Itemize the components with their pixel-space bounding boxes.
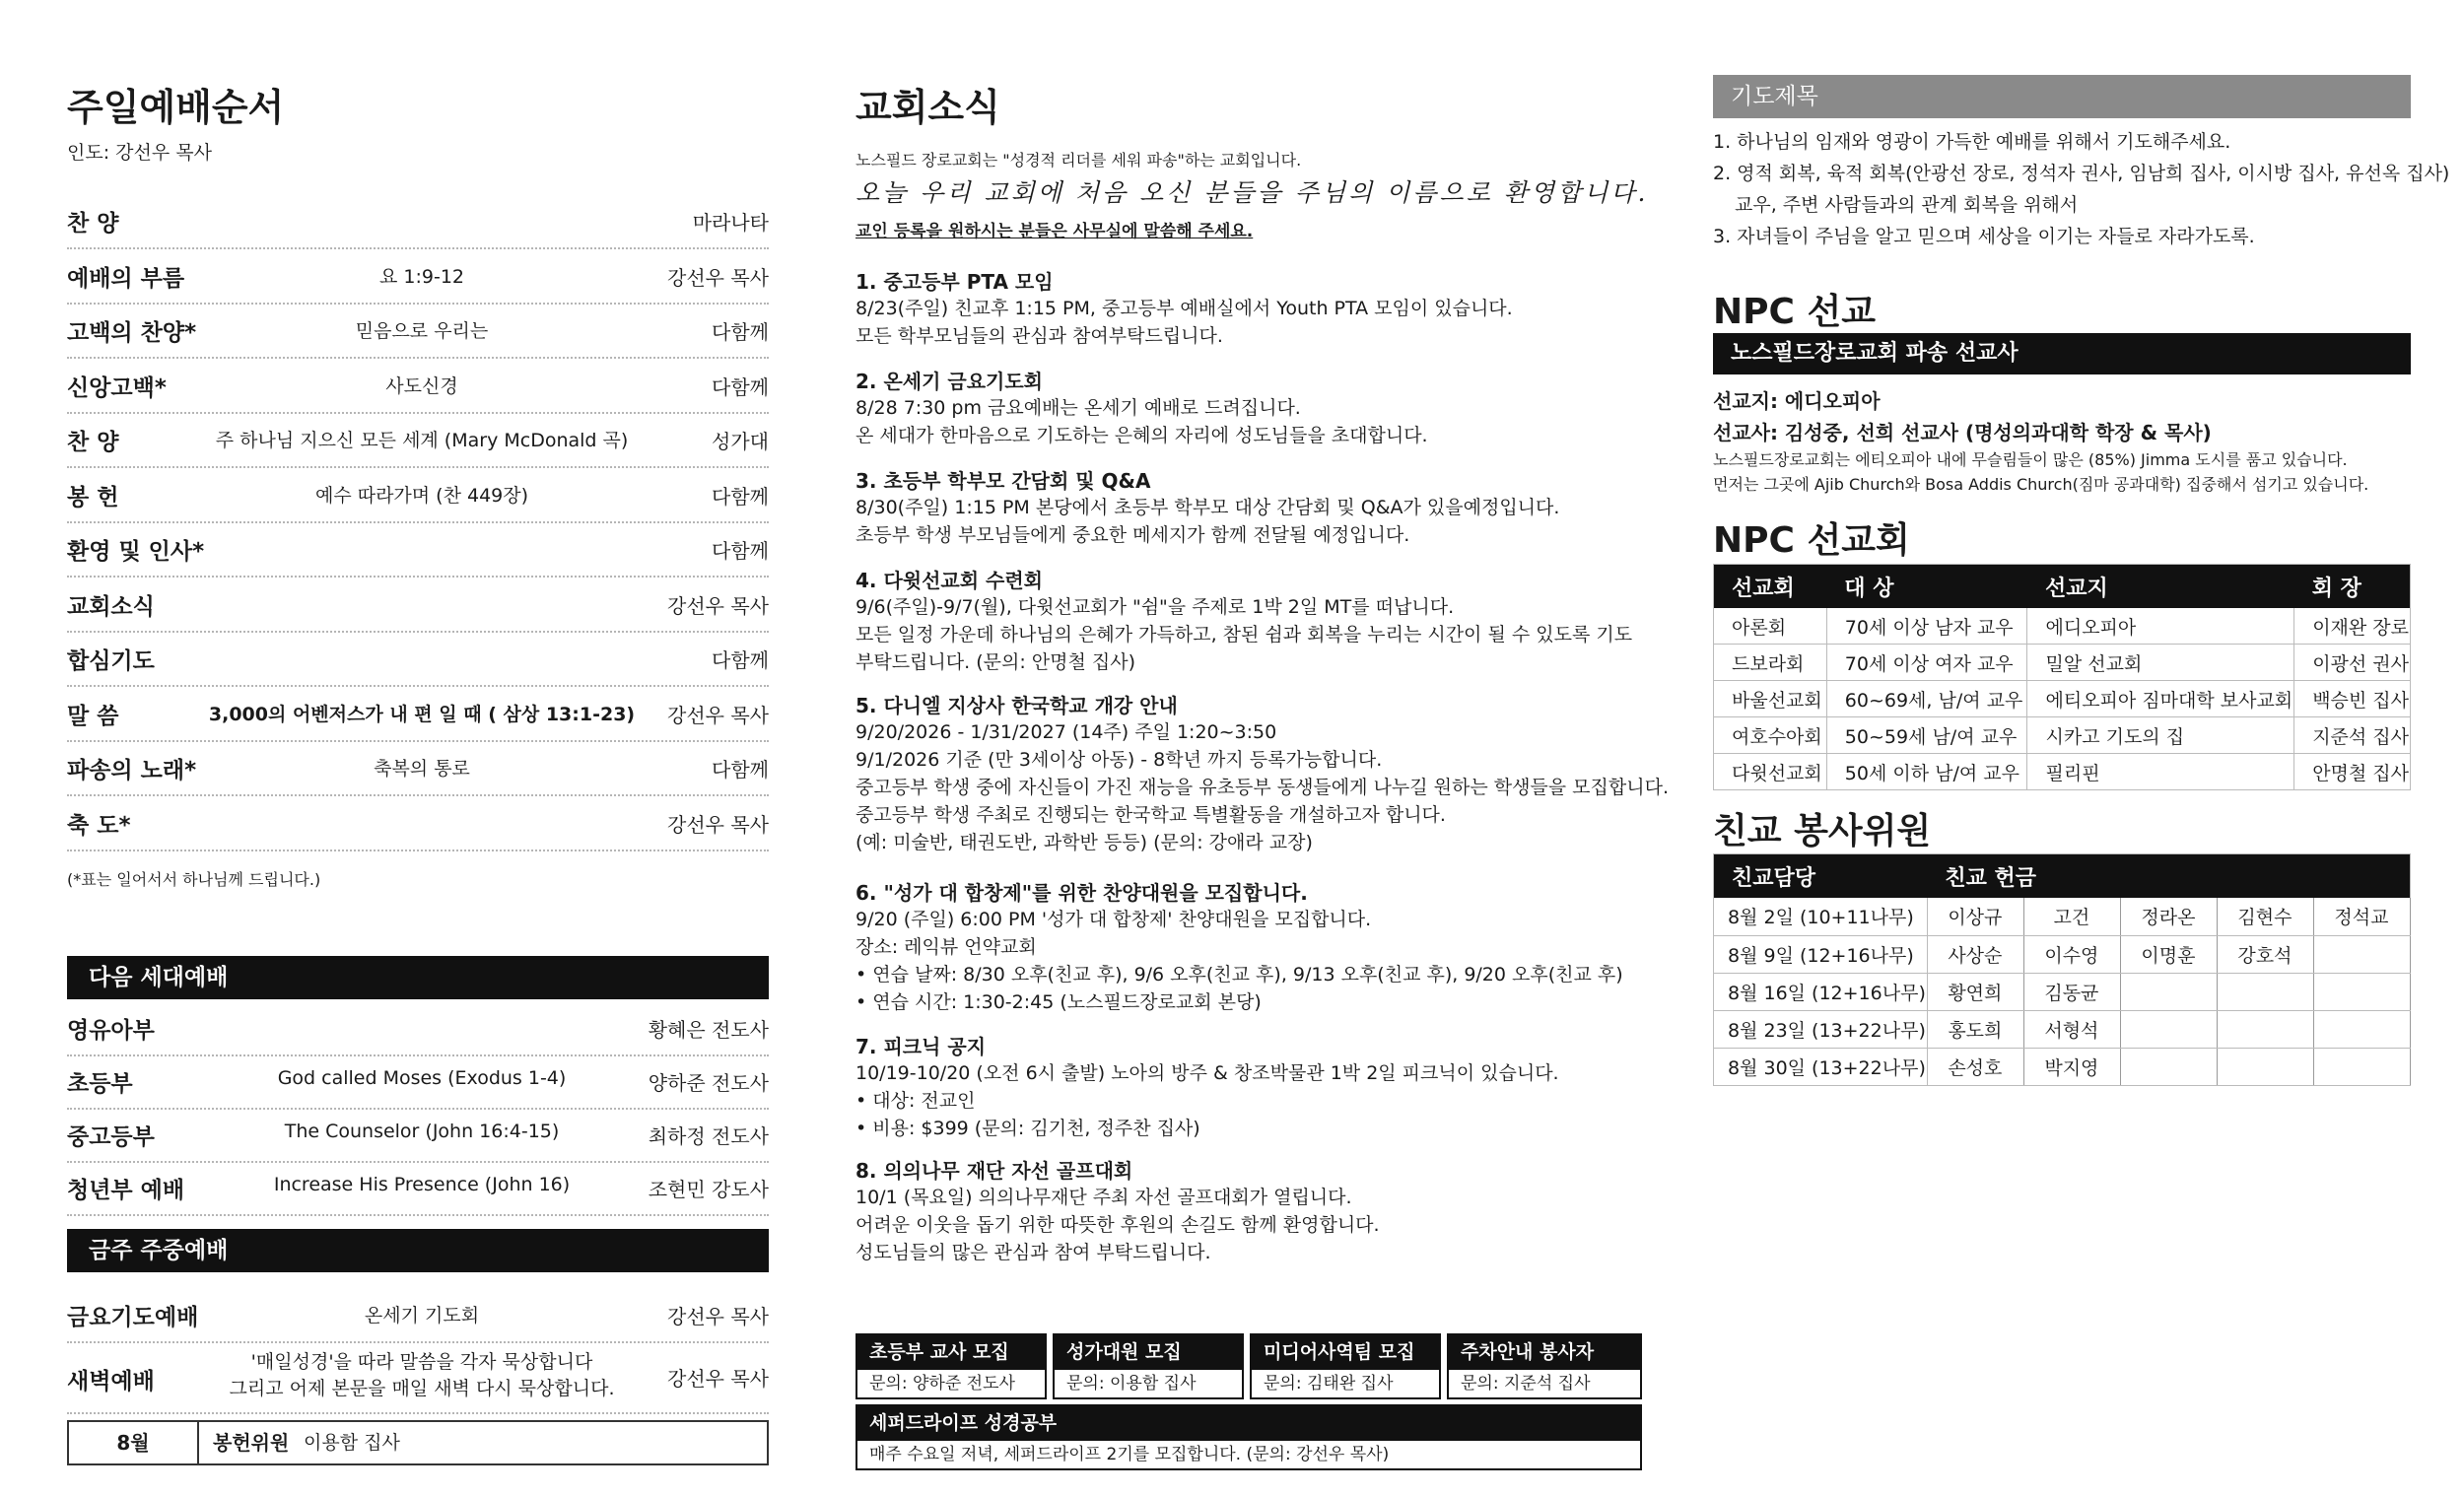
standing-note: (*표는 일어서서 하나님께 드립니다.)	[67, 870, 321, 889]
table-cell: 지준석 집사	[2294, 717, 2411, 754]
table-cell: 정석교	[2313, 898, 2410, 935]
table-cell: 강호석	[2217, 935, 2313, 973]
recruit-contact: 문의: 지준석 집사	[1461, 1374, 1591, 1394]
recruit-title: 미디어사역팀 모집	[1252, 1335, 1439, 1370]
news-item-line: 중고등부 학생 주최로 진행되는 한국학교 특별활동을 개설하고자 합니다.	[856, 804, 1446, 826]
table-cell	[2217, 1010, 2313, 1048]
next-gen-row	[67, 1160, 769, 1216]
order-row	[67, 521, 769, 578]
row-label: 중고등부	[67, 1124, 155, 1150]
missionary-name: 선교사: 김성중, 선희 선교사 (명성의과대학 학장 & 목사)	[1713, 421, 2212, 444]
next-generation-header: 다음 세대예배	[67, 956, 769, 999]
worship-leader: 인도: 강선우 목사	[67, 142, 212, 164]
row-detail: The Counselor (John 16:4-15)	[284, 1121, 560, 1142]
row-label: 말 씀	[67, 703, 119, 729]
mission-field: 선교지: 에디오피아	[1713, 389, 1881, 413]
table-row	[1714, 898, 2411, 935]
recruit-title: 초등부 교사 모집	[857, 1335, 1045, 1370]
table-header-row	[1714, 565, 2411, 609]
order-row	[67, 577, 769, 633]
row-leader: 성가대	[712, 430, 769, 453]
row-leader: 조현민 강도사	[648, 1178, 769, 1201]
news-item	[856, 565, 1644, 676]
column-header: 대 상	[1826, 565, 2027, 609]
church-news-title: 교회소식	[856, 86, 1000, 129]
npc-groups-body	[1714, 608, 2411, 790]
order-row	[67, 631, 769, 687]
row-leader: 강선우 목사	[667, 1305, 769, 1328]
npc-mission-title: NPC 선교	[1713, 292, 1877, 332]
news-item-line: 성도님들의 많은 관심과 참여 부탁드립니다.	[856, 1242, 1211, 1263]
recruit-title: 성가대원 모집	[1055, 1335, 1242, 1370]
row-detail	[229, 1349, 614, 1402]
order-row	[67, 358, 769, 414]
row-detail: 주 하나님 지으신 모든 세계 (Mary McDonald 곡)	[215, 430, 629, 451]
table-cell: 서형석	[2023, 1010, 2120, 1048]
table-cell	[2217, 973, 2313, 1010]
table-cell: 이광선 권사	[2294, 645, 2411, 681]
recruit-box	[1447, 1333, 1642, 1399]
table-cell: 홍도희	[1927, 1010, 2023, 1048]
table-row	[1714, 717, 2411, 754]
news-item	[856, 877, 1644, 1016]
table-cell: 이수영	[2023, 935, 2120, 973]
row-leader: 황혜은 전도사	[648, 1018, 769, 1042]
fellowship-body	[1714, 898, 2411, 1085]
order-row	[67, 248, 769, 305]
offering-month: 8월	[69, 1422, 199, 1463]
news-item-line: 장소: 레익뷰 언약교회	[856, 936, 1037, 958]
row-leader: 강선우 목사	[667, 703, 769, 727]
order-row	[67, 686, 769, 742]
column-header: 친교담당	[1714, 854, 1928, 899]
news-item-line: 10/19-10/20 (오전 6시 출발) 노아의 방주 & 창조박물관 1박 2일 피크닉이 있습니다.	[856, 1062, 1559, 1084]
news-item-line: 중고등부 학생 중에 자신들이 가진 재능을 유초등부 동생들에게 나누길 원하는 학생들을 모집합니다.	[856, 777, 1669, 798]
news-item-title: 5. 다니엘 지상사 한국학교 개강 안내	[856, 694, 1178, 717]
table-cell: 이상규	[1927, 898, 2023, 935]
table-cell: 손성호	[1927, 1048, 2023, 1085]
news-item-title: 3. 초등부 학부모 간담회 및 Q&A	[856, 469, 1151, 493]
table-cell: 고건	[2023, 898, 2120, 935]
row-label: 환영 및 인사*	[67, 539, 205, 565]
table-cell: 여호수아회	[1714, 717, 1827, 754]
table-cell: 드보라회	[1714, 645, 1827, 681]
table-cell: 이재완 장로	[2294, 608, 2411, 645]
order-row	[67, 412, 769, 468]
row-label: 신앙고백*	[67, 374, 167, 401]
order-row	[67, 467, 769, 523]
table-cell: 필리핀	[2027, 754, 2294, 790]
row-detail-line: '매일성경'을 따라 말씀을 각자 묵상합니다	[250, 1351, 593, 1373]
column-header: 선교지	[2027, 565, 2294, 609]
row-label: 영유아부	[67, 1018, 155, 1044]
table-cell: 김현수	[2217, 898, 2313, 935]
row-label: 초등부	[67, 1071, 133, 1097]
table-cell: 바울선교회	[1714, 681, 1827, 717]
row-label: 교회소식	[67, 593, 155, 620]
news-item-line: • 연습 시간: 1:30-2:45 (노스필드장로교회 본당)	[856, 991, 1262, 1013]
table-cell: 시카고 기도의 집	[2027, 717, 2294, 754]
news-item-line: 8/28 7:30 pm 금요예배는 온세기 예배로 드려집니다.	[856, 397, 1301, 419]
church-motto: 노스필드 장로교회는 "성경적 리더를 세워 파송"하는 교회입니다.	[856, 151, 1302, 170]
row-detail: 요 1:9-12	[378, 265, 465, 288]
news-item-title: 2. 온세기 금요기도회	[856, 370, 1043, 393]
table-header-row	[1714, 854, 2411, 899]
recruit-box	[1250, 1333, 1441, 1399]
bible-study-title: 세퍼드라이프 성경공부	[857, 1406, 1640, 1441]
table-cell: 8월 23일 (13+22나무)	[1714, 1010, 1928, 1048]
news-item-title: 7. 피크닉 공지	[856, 1035, 987, 1058]
row-leader: 강선우 목사	[667, 812, 769, 837]
table-cell	[2120, 1048, 2217, 1085]
table-cell	[2313, 1048, 2410, 1085]
row-label: 고백의 찬양*	[67, 320, 197, 346]
news-item	[856, 1031, 1644, 1142]
row-leader: 다함께	[712, 539, 769, 563]
row-detail: 믿음으로 우리는	[355, 320, 489, 342]
row-leader: 다함께	[712, 648, 769, 672]
prayer-line: 2. 영적 회복, 육적 회복(안광선 장로, 정석자 권사, 임남희 집사, 이시방 집사, 유선옥 집사)	[1713, 163, 2450, 184]
table-cell: 8월 2일 (10+11나무)	[1714, 898, 1928, 935]
order-row	[67, 193, 769, 249]
row-label: 청년부 예배	[67, 1178, 185, 1203]
prayer-header: 기도제목	[1713, 75, 2411, 118]
row-leader: 다함께	[712, 320, 769, 344]
table-cell: 박지영	[2023, 1048, 2120, 1085]
row-label: 찬 양	[67, 211, 119, 237]
news-item-line: 어려운 이웃을 돕기 위한 따뜻한 후원의 손길도 함께 환영합니다.	[856, 1214, 1380, 1236]
weekday-worship-header: 금주 주중예배	[67, 1229, 769, 1272]
table-cell: 안명철 집사	[2294, 754, 2411, 790]
news-item	[856, 1155, 1644, 1266]
news-item-line: 9/20 (주일) 6:00 PM '성가 대 합창제' 찬양대원을 모집합니다.	[856, 909, 1372, 930]
table-cell: 70세 이상 남자 교우	[1826, 608, 2027, 645]
recruit-contact: 문의: 김태완 집사	[1264, 1374, 1394, 1394]
news-item-line: 9/6(주일)-9/7(월), 다윗선교회가 "쉼"을 주제로 1박 2일 MT를 떠납니다.	[856, 596, 1455, 618]
news-item-line: 10/1 (목요일) 의의나무재단 주최 자선 골프대회가 열립니다.	[856, 1187, 1352, 1208]
row-label: 찬 양	[67, 430, 119, 455]
news-item-line: 부탁드립니다. (문의: 안명철 집사)	[856, 651, 1135, 673]
row-detail: Increase His Presence (John 16)	[273, 1174, 571, 1195]
table-cell	[2120, 973, 2217, 1010]
table-row	[1714, 681, 2411, 717]
recruit-title: 주차안내 봉사자	[1449, 1335, 1640, 1370]
column-header: 선교회	[1714, 565, 1827, 609]
news-item-line: 8/23(주일) 친교후 1:15 PM, 중고등부 예배실에서 Youth PTA 모임이 있습니다.	[856, 298, 1513, 319]
recruit-contact: 문의: 이용함 집사	[1066, 1374, 1197, 1394]
news-item-line: 초등부 학생 부모님들에게 중요한 메세지가 함께 전달될 예정입니다.	[856, 524, 1410, 546]
news-item	[856, 266, 1644, 350]
row-detail: 예수 따라가며 (찬 449장)	[314, 484, 529, 507]
news-item	[856, 465, 1644, 549]
next-gen-row	[67, 1107, 769, 1163]
row-label: 파송의 노래*	[67, 758, 197, 783]
row-detail-line: 그리고 어제 본문을 매일 새벽 다시 묵상합니다.	[229, 1378, 615, 1399]
news-item-line: 8/30(주일) 1:15 PM 본당에서 초등부 학부모 대상 간담회 및 Q&A가 있을예정입니다.	[856, 497, 1560, 518]
table-row	[1714, 1048, 2411, 1085]
table-cell: 다윗선교회	[1714, 754, 1827, 790]
table-cell: 에티오피아 짐마대학 보사교회	[2027, 681, 2294, 717]
table-cell	[2313, 935, 2410, 973]
order-row	[67, 740, 769, 796]
offering-committee-box	[67, 1420, 769, 1465]
table-cell	[2120, 1010, 2217, 1048]
table-cell	[2217, 1048, 2313, 1085]
order-row	[67, 795, 769, 851]
table-cell: 밀알 선교회	[2027, 645, 2294, 681]
column-header: 회 장	[2294, 565, 2411, 609]
next-gen-row	[67, 1054, 769, 1110]
recruit-contact: 문의: 양하준 전도사	[869, 1374, 1015, 1394]
news-item	[856, 690, 1669, 856]
prayer-line: 3. 자녀들이 주님을 알고 믿으며 세상을 이기는 자들로 자라가도록.	[1713, 226, 2255, 247]
row-leader: 양하준 전도사	[648, 1071, 769, 1095]
table-row	[1714, 608, 2411, 645]
table-cell: 50세 이하 남/여 교우	[1826, 754, 2027, 790]
weekday-row-dawn	[67, 1341, 769, 1414]
row-leader: 다함께	[712, 758, 769, 782]
offering-name: 이용함 집사	[304, 1432, 400, 1454]
news-item-line: 온 세대가 한마음으로 기도하는 은혜의 자리에 성도님들을 초대합니다.	[856, 425, 1428, 446]
prayer-line: 교우, 주변 사람들과의 관계 회복을 위해서	[1735, 194, 2079, 216]
table-row	[1714, 645, 2411, 681]
table-cell: 백승빈 집사	[2294, 681, 2411, 717]
npc-groups-title: NPC 선교회	[1713, 520, 1910, 561]
recruit-box	[856, 1333, 1047, 1399]
row-leader: 다함께	[712, 484, 769, 509]
registration-note: 교인 등록을 원하시는 분들은 사무실에 말씀해 주세요.	[856, 222, 1254, 241]
bible-study-box	[856, 1404, 1642, 1470]
row-label: 예배의 부름	[67, 265, 185, 292]
table-cell: 김동균	[2023, 973, 2120, 1010]
table-cell: 50~59세 남/여 교우	[1826, 717, 2027, 754]
table-cell	[2313, 973, 2410, 1010]
news-item-line: 모든 학부모님들의 관심과 참여부탁드립니다.	[856, 325, 1223, 347]
npc-groups-table	[1713, 564, 2411, 790]
row-detail: 축복의 통로	[374, 758, 470, 780]
fellowship-title: 친교 봉사위원	[1713, 811, 1932, 851]
row-label: 새벽예배	[67, 1369, 155, 1394]
table-row	[1714, 1010, 2411, 1048]
table-cell: 아론회	[1714, 608, 1827, 645]
row-leader: 강선우 목사	[667, 265, 769, 290]
table-row	[1714, 935, 2411, 973]
news-item-line: (예: 미술반, 태권도반, 과학반 등등) (문의: 강애라 교장)	[856, 832, 1313, 853]
bible-study-text: 매주 수요일 저녁, 세퍼드라이프 2기를 모집합니다. (문의: 강선우 목사)	[869, 1445, 1390, 1464]
table-cell: 사상순	[1927, 935, 2023, 973]
row-leader: 강선우 목사	[667, 1367, 769, 1391]
mission-description-2: 먼저는 그곳에 Ajib Church와 Bosa Addis Church(짐마 공과대학) 집중해서 섬기고 있습니다.	[1713, 475, 2369, 494]
news-item-title: 1. 중고등부 PTA 모임	[856, 270, 1054, 294]
worship-order-title: 주일예배순서	[67, 86, 285, 129]
row-leader: 다함께	[712, 374, 769, 399]
row-leader: 강선우 목사	[667, 593, 769, 618]
row-detail: 사도신경	[385, 374, 458, 397]
row-detail: 3,000의 어벤저스가 내 편 일 때 ( 삼상 13:1-23)	[208, 703, 636, 725]
table-cell: 60~69세, 남/여 교우	[1826, 681, 2027, 717]
prayer-line: 1. 하나님의 임재와 영광이 가득한 예배를 위해서 기도해주세요.	[1713, 131, 2231, 153]
fellowship-table	[1713, 853, 2411, 1086]
news-item-line: • 대상: 전교인	[856, 1090, 976, 1112]
row-detail: God called Moses (Exodus 1-4)	[277, 1067, 567, 1089]
row-leader: 최하정 전도사	[648, 1124, 769, 1148]
row-leader: 마라나타	[692, 211, 769, 235]
table-cell: 8월 30일 (13+22나무)	[1714, 1048, 1928, 1085]
column-header: 친교 헌금	[1927, 854, 2410, 899]
table-cell: 이명훈	[2120, 935, 2217, 973]
news-item-title: 8. 의의나무 재단 자선 골프대회	[856, 1159, 1133, 1183]
row-detail: 온세기 기도회	[364, 1305, 480, 1326]
news-item	[856, 366, 1644, 449]
welcome-script: 오늘 우리 교회에 처음 오신 분들을 주님의 이름으로 환영합니다.	[856, 178, 1649, 207]
row-label: 합심기도	[67, 648, 155, 674]
mission-description-1: 노스필드장로교회는 에티오피아 내에 무슬림들이 많은 (85%) Jimma 도시를 품고 있습니다.	[1713, 450, 2348, 469]
table-cell: 황연희	[1927, 973, 2023, 1010]
news-item-title: 6. "성가 대 합창제"를 위한 찬양대원을 모집합니다.	[856, 881, 1308, 905]
offering-label: 봉헌위원	[213, 1431, 290, 1455]
table-row	[1714, 973, 2411, 1010]
missionary-bar: 노스필드장로교회 파송 선교사	[1713, 333, 2411, 374]
order-row	[67, 303, 769, 359]
recruit-box	[1053, 1333, 1244, 1399]
table-cell: 70세 이상 여자 교우	[1826, 645, 2027, 681]
news-item-line: • 연습 날짜: 8/30 오후(친교 후), 9/6 오후(친교 후), 9/13 오후(친교 후), 9/20 오후(친교 후)	[856, 964, 1623, 986]
table-cell: 8월 16일 (12+16나무)	[1714, 973, 1928, 1010]
row-label: 봉 헌	[67, 484, 119, 510]
weekday-row-friday	[67, 1287, 769, 1343]
table-row	[1714, 754, 2411, 790]
row-label: 축 도*	[67, 812, 131, 839]
table-cell: 에디오피아	[2027, 608, 2294, 645]
row-label: 금요기도예배	[67, 1305, 199, 1330]
news-item-line: 모든 일정 가운데 하나님의 은혜가 가득하고, 참된 쉼과 회복을 누리는 시간이 될 수 있도록 기도	[856, 624, 1633, 646]
next-gen-row	[67, 1000, 769, 1056]
table-cell: 8월 9일 (12+16나무)	[1714, 935, 1928, 973]
news-item-line: 9/20/2026 - 1/31/2027 (14주) 주일 1:20~3:50	[856, 721, 1277, 743]
table-cell	[2313, 1010, 2410, 1048]
news-item-line: 9/1/2026 기준 (만 3세이상 아동) - 8학년 까지 등록가능합니다.	[856, 749, 1383, 771]
news-item-line: • 비용: $399 (문의: 김기천, 정주찬 집사)	[856, 1118, 1200, 1139]
table-cell: 정라온	[2120, 898, 2217, 935]
news-item-title: 4. 다윗선교회 수련회	[856, 569, 1043, 592]
